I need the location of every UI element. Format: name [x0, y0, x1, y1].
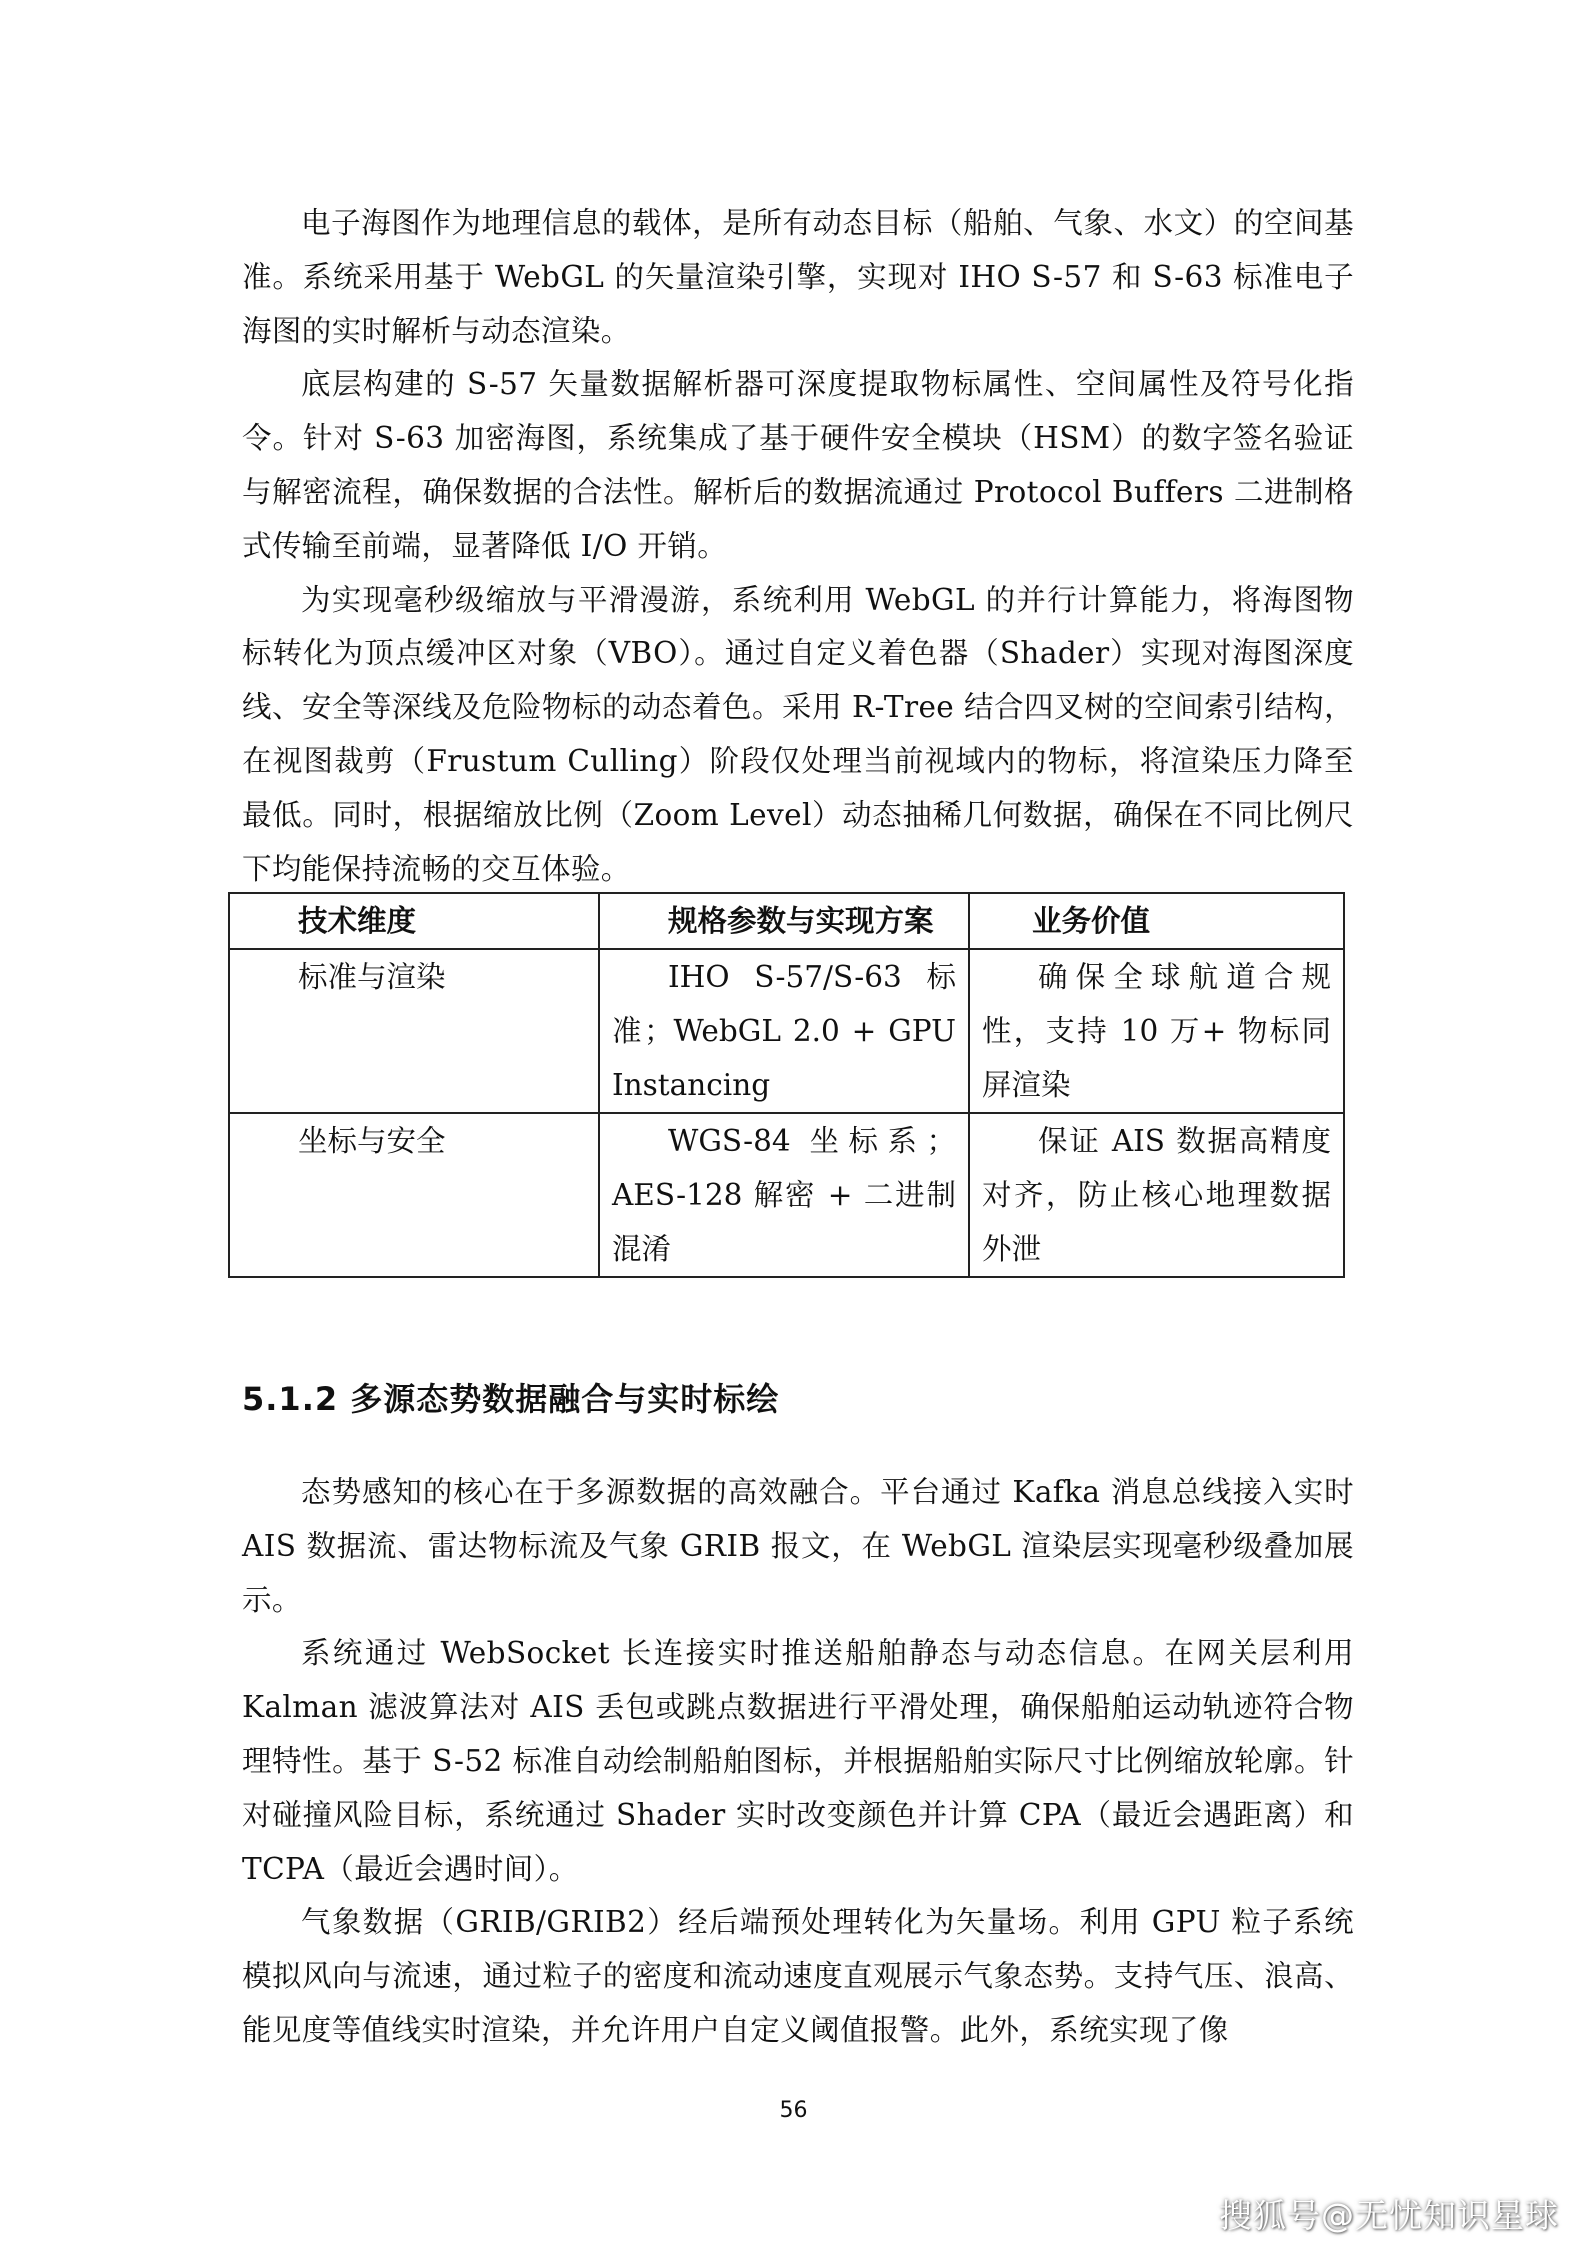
paragraph: 态势感知的核心在于多源数据的高效融合。平台通过 Kafka 消息总线接入实时 AIS 数据流、雷达物标流及气象 GRIB 报文，在 WebGL 渲染层实现毫秒级叠加展示。: [242, 1475, 1354, 1617]
table-row: [229, 949, 1344, 1113]
paragraph: 电子海图作为地理信息的载体，是所有动态目标（船舶、气象、水文）的空间基准。系统采用基于 WebGL 的矢量渲染引擎，实现对 IHO S-57 和 S-63 标准电子海图的实时解析与动态渲染。: [242, 206, 1354, 348]
cell-dimension: 坐标与安全: [229, 1113, 599, 1277]
cell-spec: IHO S-57/S-63 标准；WebGL 2.0 + GPU Instancing: [599, 949, 969, 1113]
tech-spec-table: [228, 892, 1345, 1278]
table-row: [229, 1113, 1344, 1277]
paragraph: 气象数据（GRIB/GRIB2）经后端预处理转化为矢量场。利用 GPU 粒子系统模拟风向与流速，通过粒子的密度和流动速度直观展示气象态势。支持气压、浪高、能见度等值线实时渲染，并允许用户自定义阈值报警。此外，系统实现了像: [242, 1905, 1354, 2047]
column-header-value: 业务价值: [969, 893, 1344, 949]
page-number: 56: [779, 2098, 808, 2123]
column-header-spec: 规格参数与实现方案: [599, 893, 969, 949]
paragraph: 底层构建的 S-57 矢量数据解析器可深度提取物标属性、空间属性及符号化指令。针对 S-63 加密海图，系统集成了基于硬件安全模块（HSM）的数字签名验证与解密流程，确保数据的合法性。解析后的数据流通过 Protocol Buffers 二进制格式传输至前端，显著降低 I/O 开销。: [242, 367, 1354, 563]
table-header-row: [229, 893, 1344, 949]
section-body-data-fusion: [242, 1466, 1354, 2058]
column-header-dimension: 技术维度: [229, 893, 599, 949]
paragraph: 系统通过 WebSocket 长连接实时推送船舶静态与动态信息。在网关层利用 Kalman 滤波算法对 AIS 丢包或跳点数据进行平滑处理，确保船舶运动轨迹符合物理特性。基于 S-52 标准自动绘制船舶图标，并根据船舶实际尺寸比例缩放轮廓。针对碰撞风险目标，系统通过 Shader 实时改变颜色并计算 CPA（最近会遇距离）和 TCPA（最近会遇时间）。: [242, 1636, 1354, 1886]
watermark: 搜狐号@无忧知识星球: [1219, 2196, 1559, 2235]
section-heading: 5.1.2 多源态势数据融合与实时标绘: [242, 1380, 780, 1418]
cell-value: 确保全球航道合规性，支持 10 万+ 物标同屏渲染: [969, 949, 1344, 1113]
paragraph: 为实现毫秒级缩放与平滑漫游，系统利用 WebGL 的并行计算能力，将海图物标转化为顶点缓冲区对象（VBO）。通过自定义着色器（Shader）实现对海图深度线、安全等深线及危险物标的动态着色。采用 R-Tree 结合四叉树的空间索引结构，在视图裁剪（Frustum Culling）阶段仅处理当前视域内的物标，将渲染压力降至最低。同时，根据缩放比例（Zoom Level）动态抽稀几何数据，确保在不同比例尺下均能保持流畅的交互体验。: [242, 582, 1354, 886]
cell-dimension: 标准与渲染: [229, 949, 599, 1113]
section-body-chart-rendering: [242, 197, 1354, 896]
cell-value: 保证 AIS 数据高精度对齐，防止核心地理数据外泄: [969, 1113, 1344, 1277]
cell-spec: WGS-84 坐标系；AES-128 解密 + 二进制混淆: [599, 1113, 969, 1277]
